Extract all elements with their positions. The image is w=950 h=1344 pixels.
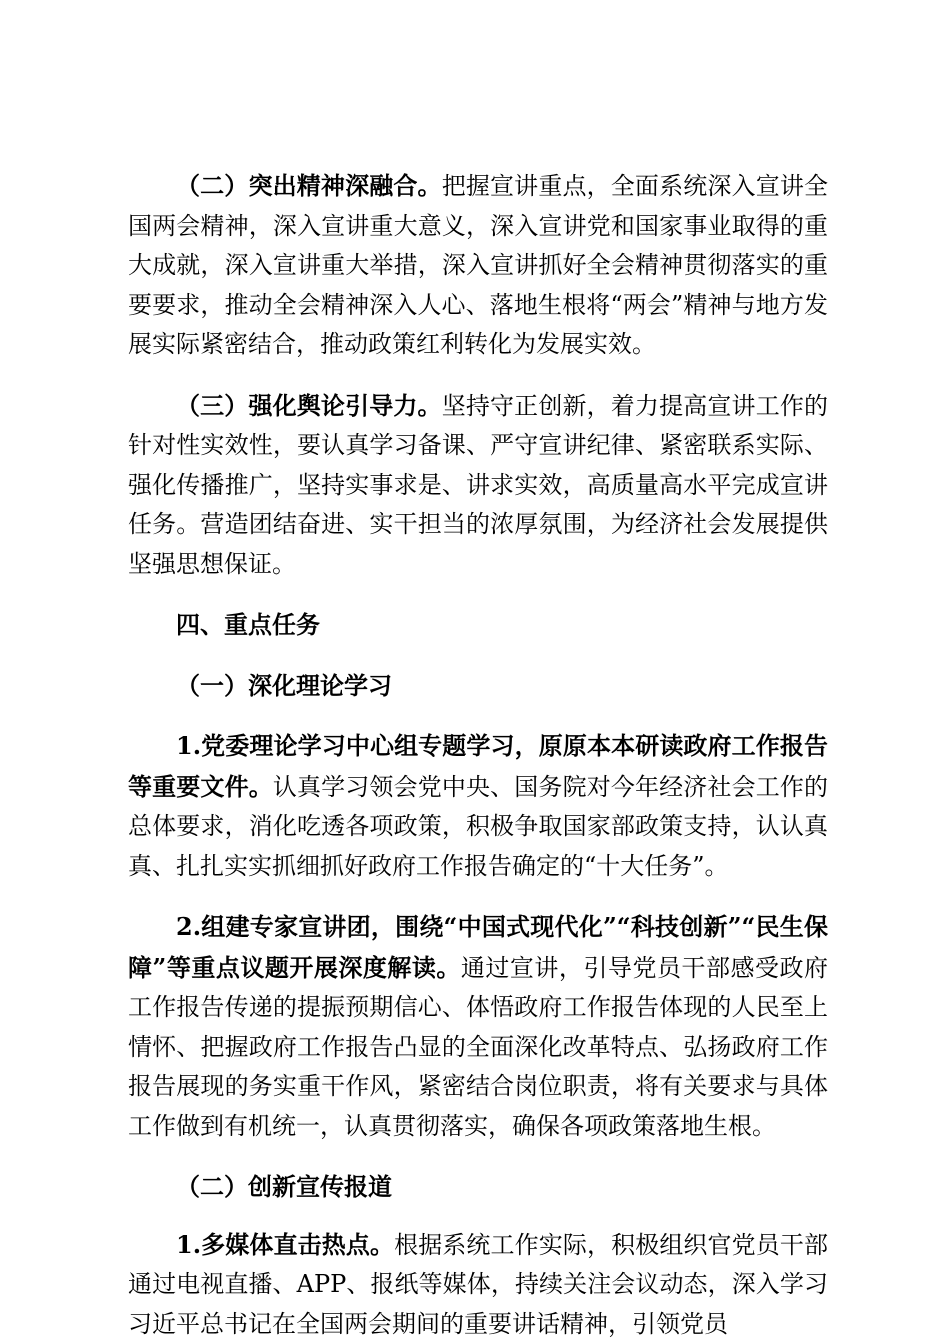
paragraph-lead: （二）突出精神深融合。 (176, 171, 442, 200)
subsection-heading-publicity: （二）创新宣传报道 (176, 1172, 392, 1201)
paragraph-body: 根据系统工作实际，积极组织官党员干部通过电视直播、APP、报纸等媒体，持续关注会议动态，深入学习习近平总书记在全国两会期间的重要讲话精神，引领党员 (128, 1230, 828, 1338)
subsection-heading-theory-study: （一）深化理论学习 (176, 670, 392, 700)
paragraph-public-opinion (128, 386, 828, 585)
paragraph-lead: （三）强化舆论引导力。 (176, 390, 442, 420)
paragraph-highlight-spirit (128, 166, 828, 365)
paragraph-lead: 1.党委理论学习中心组专题学习，原原本本研读政府工作报告等重要文件。 (128, 731, 828, 801)
paragraph-media (128, 1225, 828, 1344)
paragraph-task-2 (128, 907, 828, 1146)
paragraph-task-1 (128, 726, 828, 886)
section-heading-key-tasks: 四、重点任务 (176, 610, 320, 639)
paragraph-body: 通过宣讲，引导党员干部感受政府工作报告传递的提振预期信心、体悟政府工作报告体现的人民至上情怀、把握政府工作报告凸显的全面深化改革特点、弘扬政府工作报告展现的务实重干作风，紧密结合岗位职责，将有关要求与具体工作做到有机统一，认真贯彻落实，确保各项政策落地生根。 (128, 953, 828, 1140)
paragraph-body: 坚持守正创新，着力提高宣讲工作的针对性实效性，要认真学习备课、严守宣讲纪律、紧密联系实际、强化传播推广，坚持实事求是、讲求实效，高质量高水平完成宣讲任务。营造团结奋进、实干担当的浓厚氛围，为经济社会发展提供坚强思想保证。 (128, 391, 829, 578)
paragraph-lead: 1.多媒体直击热点。 (176, 1229, 395, 1259)
paragraph-body: 认真学习领会党中央、国务院对今年经济社会工作的总体要求，消化吃透各项政策，积极争取国家部政策支持，认认真真、扎扎实实抓细抓好政府工作报告确定的“十大任务”。 (128, 772, 829, 880)
paragraph-body: 把握宣讲重点，全面系统深入宣讲全国两会精神，深入宣讲重大意义，深入宣讲党和国家事业取得的重大成就，深入宣讲重大举措，深入宣讲抓好全会精神贯彻落实的重要要求，推动全会精神深入人心、落地生根将“两会”精神与地方发展实际紧密结合，推动政策红利转化为发展实效。 (128, 172, 829, 358)
paragraph-lead: 2.组建专家宣讲团，围绕“中国式现代化”“科技创新”“民生保障”等重点议题开展深度解读。 (128, 912, 828, 982)
document-page (128, 166, 828, 1344)
